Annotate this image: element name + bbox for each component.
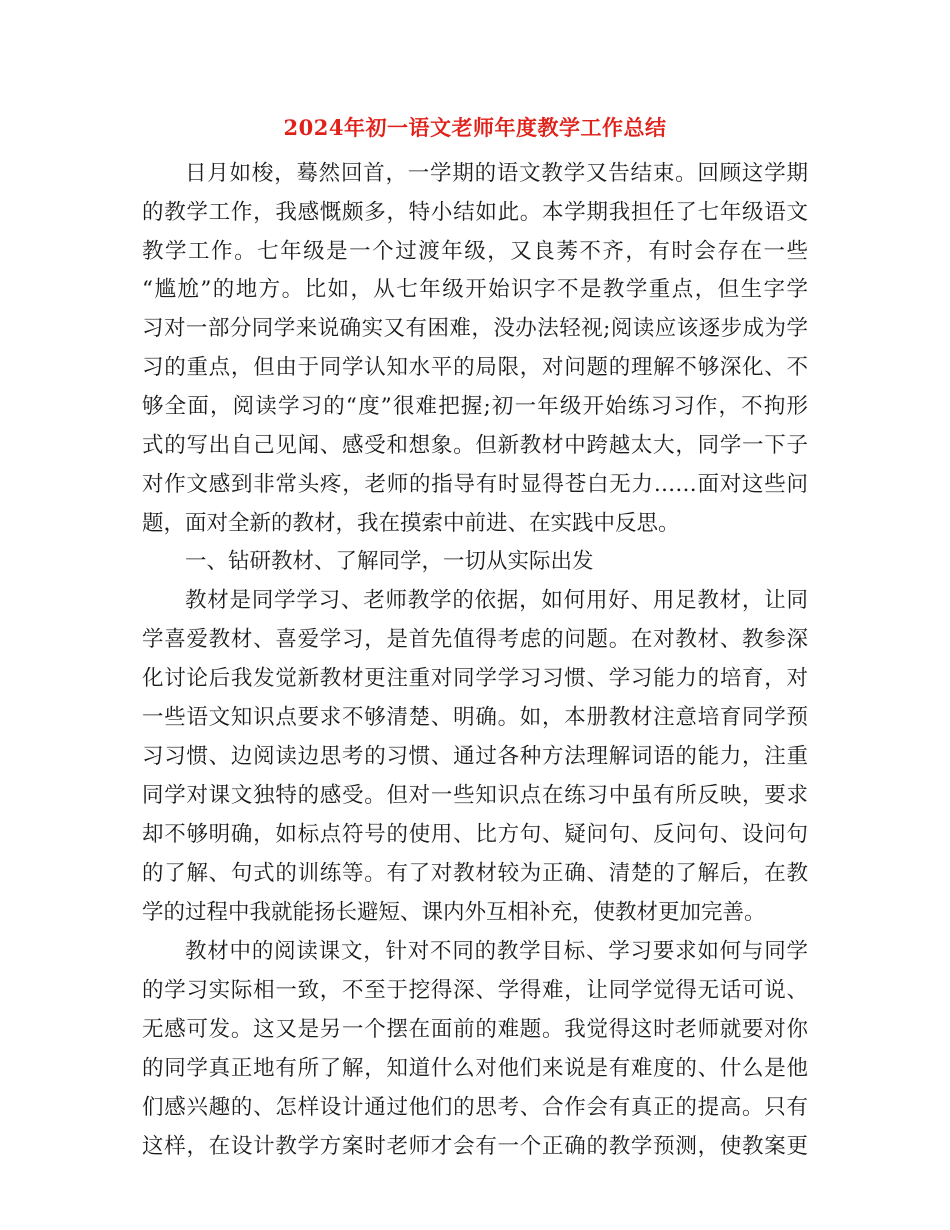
body-line: 的教学工作，我感慨颇多，特小结如此。本学期我担任了七年级语文 [142,200,808,225]
body-line: 习的重点，但由于同学认知水平的局限，对问题的理解不够深化、不 [142,355,808,380]
body-line: 一些语文知识点要求不够清楚、明确。如，本册教材注意培育同学预 [142,705,808,730]
body-line: 的同学真正地有所了解，知道什么对他们来说是有难度的、什么是他 [142,1056,808,1081]
body-line: “尴尬”的地方。比如，从七年级开始识字不是教学重点，但生字学 [142,277,808,302]
body-line: 的学习实际相一致，不至于挖得深、学得难，让同学觉得无话可说、 [142,978,808,1003]
body-line: 教学工作。七年级是一个过渡年级，又良莠不齐，有时会存在一些 [142,239,808,264]
body-line: 习习惯、边阅读边思考的习惯、通过各种方法理解词语的能力，注重 [142,744,808,769]
body-line: 日月如梭，蓦然回首，一学期的语文教学又告结束。回顾这学期 [185,161,808,186]
body-line: 学喜爱教材、喜爱学习，是首先值得考虑的问题。在对教材、教参深 [142,627,808,652]
body-line: 们感兴趣的、怎样设计通过他们的思考、合作会有真正的提高。只有 [142,1095,808,1120]
document-title: 2024年初一语文老师年度教学工作总结 [283,115,667,140]
body-line: 够全面，阅读学习的“度”很难把握;初一年级开始练习习作，不拘形 [142,394,808,419]
body-line: 学的过程中我就能扬长避短、课内外互相补充，使教材更加完善。 [142,900,766,925]
body-line: 对作文感到非常头疼，老师的指导有时显得苍白无力……面对这些问 [142,472,808,497]
body-line: 的了解、句式的训练等。有了对教材较为正确、清楚的了解后，在教 [142,861,808,886]
body-line: 这样，在设计教学方案时老师才会有一个正确的教学预测，使教案更 [142,1134,808,1159]
body-line: 式的写出自己见闻、感受和想象。但新教材中跨越太大，同学一下子 [142,433,808,458]
body-line: 同学对课文独特的感受。但对一些知识点在练习中虽有所反映，要求 [142,783,808,808]
body-line: 却不够明确，如标点符号的使用、比方句、疑问句、反问句、设问句 [142,822,808,847]
section-heading: 一、钻研教材、了解同学，一切从实际出发 [185,549,594,574]
body-line: 教材中的阅读课文，针对不同的教学目标、学习要求如何与同学 [185,939,808,964]
body-line: 教材是同学学习、老师教学的依据，如何用好、用足教材，让同 [185,588,808,613]
body-line: 习对一部分同学来说确实又有困难，没办法轻视;阅读应该逐步成为学 [142,316,808,341]
body-line: 无感可发。这又是另一个摆在面前的难题。我觉得这时老师就要对你 [142,1017,808,1042]
body-line: 化讨论后我发觉新教材更注重对同学学习习惯、学习能力的培育，对 [142,666,808,691]
body-line: 题，面对全新的教材，我在摸索中前进、在实践中反思。 [142,511,680,536]
